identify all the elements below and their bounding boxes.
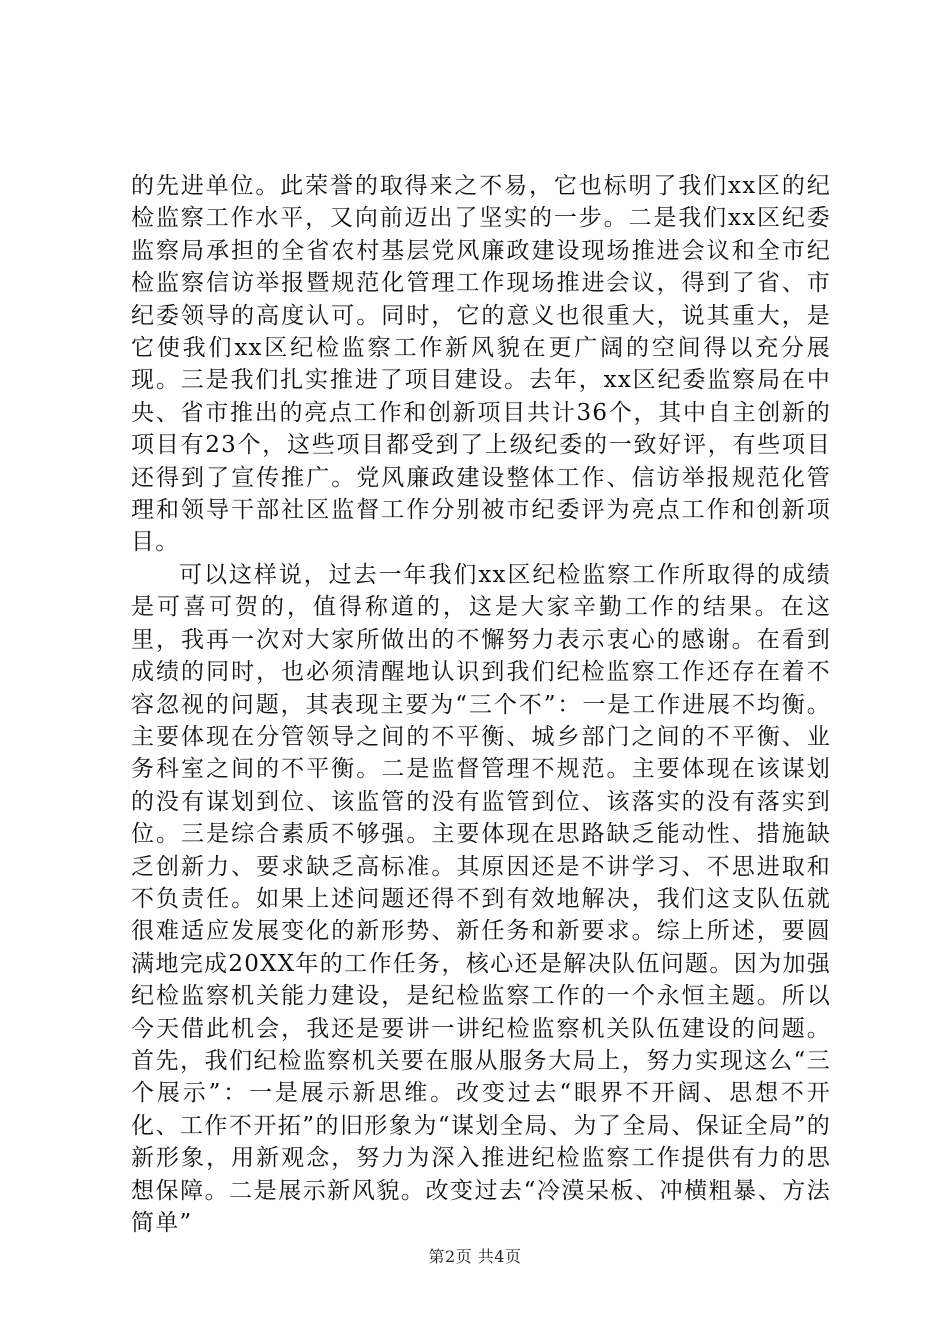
paragraph-1: 的先进单位。此荣誉的取得来之不易，它也标明了我们xx区的纪检监察工作水平，又向前迈出了坚实的一步。二是我们xx区纪委监察局承担的全省农村基层党风廉政建设现场推进会议和全市纪检监察信访举报暨规范化管理工作现场推进会议，得到了省、市纪委领导的高度认可。同时，它的意义也很重大，说其重大，是它使我们xx区纪检监察工作新风貌在更广阔的空间得以充分展现。三是我们扎实推进了项目建设。去年，xx区纪委监察局在中央、省市推出的亮点工作和创新项目共计36个，其中自主创新的项目有23个，这些项目都受到了上级纪委的一致好评，有些项目还得到了宣传推广。党风廉政建设整体工作、信访举报规范化管理和领导干部社区监督工作分别被市纪委评为亮点工作和创新项目。 [131,173,831,556]
document-body [131,170,831,1239]
page-footer: 第2页 共4页 [428,1247,522,1266]
paragraph-2: 可以这样说，过去一年我们xx区纪检监察工作所取得的成绩是可喜可贺的，值得称道的，这是大家辛勤工作的结果。在这里，我再一次对大家所做出的不懈努力表示衷心的感谢。在看到成绩的同时，也必须清醒地认识到我们纪检监察工作还存在着不容忽视的问题，其表现主要为“三个不”：一是工作进展不均衡。主要体现在分管领导之间的不平衡、城乡部门之间的不平衡、业务科室之间的不平衡。二是监督管理不规范。主要体现在该谋划的没有谋划到位、该监管的没有监管到位、该落实的没有落实到位。三是综合素质不够强。主要体现在思路缺乏能动性、措施缺乏创新力、要求缺乏高标准。其原因还是不讲学习、不思进取和不负责任。如果上述问题还得不到有效地解决，我们这支队伍就很难适应发展变化的新形势、新任务和新要求。综上所述，要圆满地完成20XX年的工作任务，核心还是解决队伍问题。因为加强纪检监察机关能力建设，是纪检监察工作的一个永恒主题。所以今天借此机会，我还是要讲一讲纪检监察机关队伍建设的问题。首先，我们纪检监察机关要在服从服务大局上，努力实现这么“三个展示”：一是展示新思维。改变过去“眼界不开阔、思想不开化、工作不开拓”的旧形象为“谋划全局、为了全局、保证全局”的新形象，用新观念，努力为深入推进纪检监察工作提供有力的思想保障。二是展示新风貌。改变过去“冷漠呆板、冲横粗暴、方法简单” [131,561,831,1236]
